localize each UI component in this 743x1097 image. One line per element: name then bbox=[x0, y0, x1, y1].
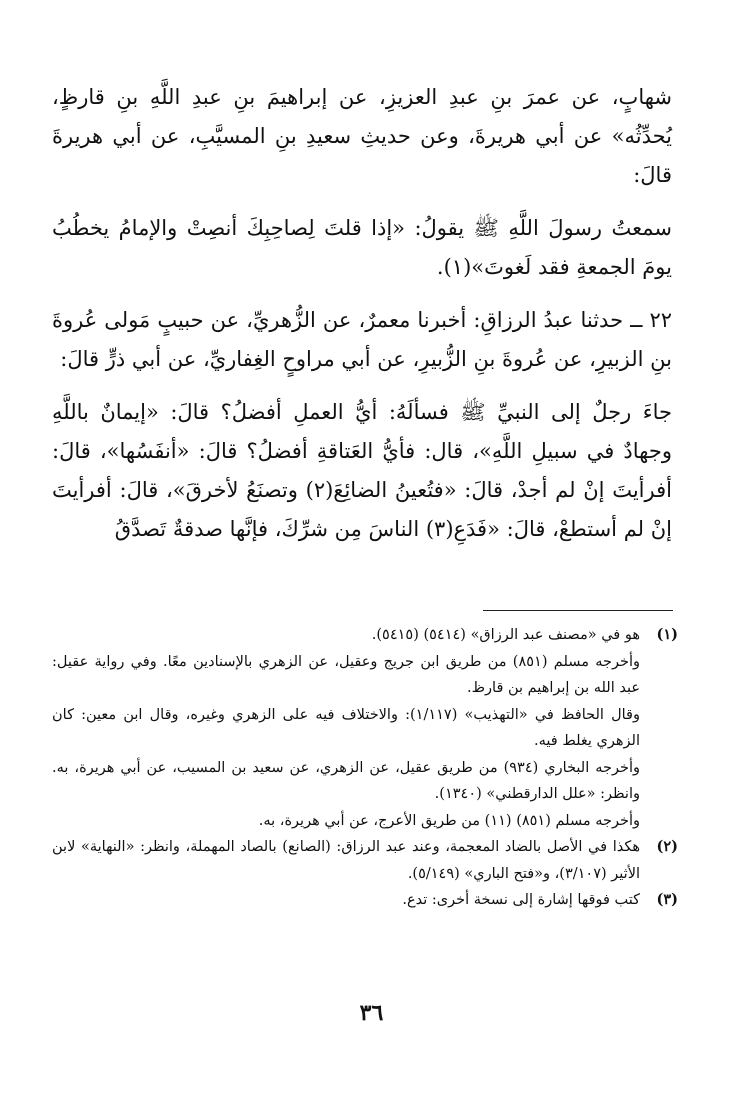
footnote-line: وأخرجه البخاري (٩٣٤) من طريق عقيل، عن الزهري، عن سعيد بن المسيب، عن أبي هريرة، به. وانظر: «علل الدارقطني» (١٣٤٠). bbox=[52, 759, 640, 802]
page-number: ٣٦ bbox=[359, 1000, 384, 1026]
main-text bbox=[52, 78, 672, 549]
footnotes bbox=[52, 622, 678, 914]
footnote-line: وأخرجه مسلم (٨٥١) (١١) من طريق الأعرج، عن أبي هريرة، به. bbox=[258, 812, 640, 829]
footnote-body bbox=[52, 834, 640, 887]
footnote bbox=[52, 834, 678, 887]
footnote-number: (٣) bbox=[656, 891, 678, 908]
footnote-number: (٢) bbox=[656, 838, 678, 855]
footnote-body bbox=[52, 887, 640, 914]
footnote bbox=[52, 887, 678, 914]
footnote-line: وقال الحافظ في «التهذيب» (١/١١٧): والاختلاف فيه على الزهري وغيره، وقال ابن معين: كان الزهري يغلط فيه. bbox=[52, 706, 640, 749]
footnote bbox=[52, 622, 678, 834]
paragraph: سمعتُ رسولَ اللَّهِ ﷺ يقولُ: «إذا قلتَ لِصاحِبِكَ أنصِتْ والإمامُ يخطُبُ يومَ الجمعةِ فقد لَغوتَ»(١). bbox=[52, 216, 672, 279]
footnote-body bbox=[52, 622, 640, 834]
footnote-line: كتب فوقها إشارة إلى نسخة أخرى: تدع. bbox=[402, 892, 640, 908]
paragraph: جاءَ رجلٌ إلى النبيِّ ﷺ فسألَهُ: أيُّ العملِ أفضلُ؟ قالَ: «إيمانٌ باللَّهِ وجهادٌ في سبيلِ اللَّهِ»، قال: فأيُّ العَتاقةِ أفضلُ؟ قالَ: «أنفَسُها»، قالَ: أفرأيتَ إنْ لم أجدْ، قالَ: «فتُعينُ الضائِعَ(٢) وتصنَعُ لأخرقَ»، قالَ: أفرأيتَ إنْ لم أستطعْ، قالَ: «فَدَعِ(٣) الناسَ مِن شرِّكَ، فإنَّها صدقةٌ تَصدَّقُ bbox=[52, 400, 672, 541]
footnote-line: وأخرجه مسلم (٨٥١) من طريق ابن جريج وعقيل، عن الزهري بالإسنادين معًا. وفي رواية عقيل: عبد الله بن إبراهيم بن قارظ. bbox=[52, 653, 640, 696]
footnote-line: هكذا في الأصل بالضاد المعجمة، وعند عبد الرزاق: (الصانع) بالصاد المهملة، وانظر: «النهاية» لابن الأثير (٣/١٠٧)، و«فتح الباري» (٥/١٤٩). bbox=[52, 839, 640, 882]
footnote-number: (١) bbox=[656, 626, 678, 643]
footnote-line: هو في «مصنف عبد الرزاق» (٥٤١٤) (٥٤١٥). bbox=[371, 627, 640, 643]
paragraph: شهابٍ، عن عمرَ بنِ عبدِ العزيزِ، عن إبراهيمَ بنِ عبدِ اللَّهِ بنِ قارظٍ، يُحدِّثُه» عن أبي هريرةَ، وعن حديثِ سعيدِ بنِ المسيَّبِ، عن أبي هريرةَ قالَ: bbox=[52, 85, 672, 187]
paragraph: ٢٢ ــ حدثنا عبدُ الرزاقِ: أخبرنا معمرٌ، عن الزُّهريِّ، عن حبيبٍ مَولى عُروةَ بنِ الزبيرِ، عن عُروةَ بنِ الزُّبيرِ، عن أبي مراوحٍ الغِفاريِّ، عن أبي ذرٍّ قالَ: bbox=[52, 308, 672, 371]
footnote-divider bbox=[483, 610, 673, 611]
